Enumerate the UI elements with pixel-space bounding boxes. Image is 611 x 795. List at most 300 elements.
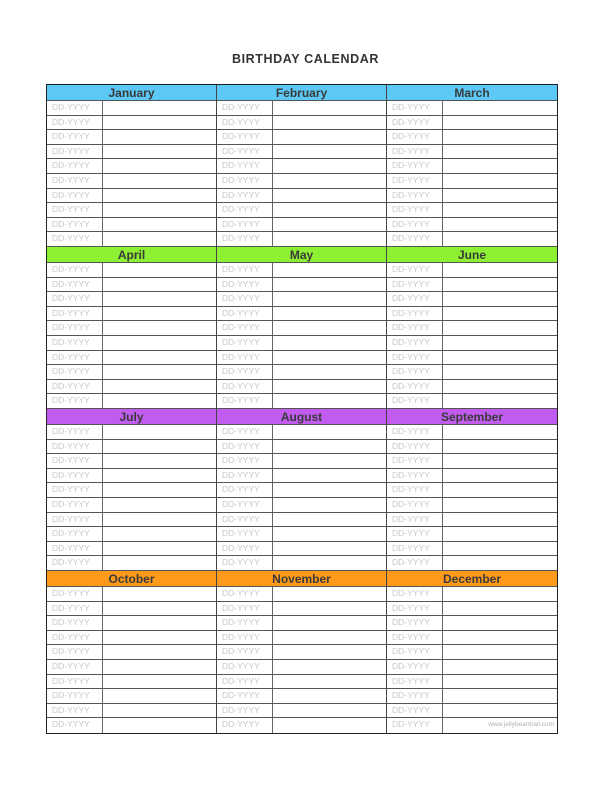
month-february [217,85,387,247]
name-field[interactable] [103,513,216,527]
date-field[interactable]: DD-YYYY [387,116,443,130]
name-field[interactable] [103,394,216,408]
birthday-entry-row [217,469,386,484]
birthday-entry-row [387,145,557,160]
date-field[interactable]: DD-YYYY [47,218,103,232]
name-field[interactable] [273,336,386,350]
name-field[interactable] [273,116,386,130]
name-field[interactable] [103,321,216,335]
birthday-entry-row [387,203,557,218]
date-field[interactable]: DD-YYYY [217,263,273,277]
month-may [217,247,387,409]
name-field[interactable] [273,631,386,645]
name-field[interactable] [103,645,216,659]
name-field[interactable] [443,631,557,645]
date-field[interactable]: DD-YYYY [217,704,273,718]
name-field[interactable] [273,307,386,321]
name-field[interactable] [443,159,557,173]
name-field[interactable] [103,660,216,674]
date-field[interactable]: DD-YYYY [217,718,273,733]
birthday-entry-row [47,542,216,557]
name-field[interactable] [273,704,386,718]
birthday-entry-row [217,307,386,322]
name-field[interactable] [443,542,557,556]
name-field[interactable] [103,587,216,601]
date-field[interactable]: DD-YYYY [47,278,103,292]
month-header: April [47,247,216,263]
date-field[interactable]: DD-YYYY [47,498,103,512]
birthday-entry-row [217,145,386,160]
date-field[interactable]: DD-YYYY [217,483,273,497]
date-field[interactable]: DD-YYYY [217,351,273,365]
birthday-entry-row [217,483,386,498]
name-field[interactable] [273,660,386,674]
page-title: BIRTHDAY CALENDAR [231,52,380,66]
name-field[interactable] [103,159,216,173]
birthday-entry-row [387,645,557,660]
name-field[interactable] [103,278,216,292]
date-field[interactable]: DD-YYYY [47,660,103,674]
birthday-entry-row [47,189,216,204]
date-field[interactable]: DD-YYYY [387,263,443,277]
month-january [47,85,217,247]
date-field[interactable]: DD-YYYY [387,174,443,188]
date-field[interactable]: DD-YYYY [387,101,443,115]
birthday-entry-row [387,483,557,498]
date-field[interactable]: DD-YYYY [47,130,103,144]
date-field[interactable]: DD-YYYY [217,556,273,570]
birthday-entry-row [47,307,216,322]
name-field[interactable] [443,380,557,394]
birthday-entry-row [217,394,386,409]
birthday-entry-row [47,660,216,675]
birthday-entry-row [47,101,216,116]
name-field[interactable] [103,380,216,394]
date-field[interactable]: DD-YYYY [387,145,443,159]
birthday-entry-row [387,263,557,278]
date-field[interactable]: DD-YYYY [217,616,273,630]
date-field[interactable]: DD-YYYY [387,631,443,645]
name-field[interactable] [273,394,386,408]
name-field[interactable] [273,130,386,144]
birthday-entry-row [217,645,386,660]
name-field[interactable] [443,616,557,630]
date-field[interactable]: DD-YYYY [217,440,273,454]
date-field[interactable]: DD-YYYY [47,704,103,718]
date-field[interactable]: DD-YYYY [47,513,103,527]
date-field[interactable]: DD-YYYY [387,660,443,674]
name-field[interactable] [443,365,557,379]
name-field[interactable] [273,469,386,483]
date-field[interactable]: DD-YYYY [217,130,273,144]
name-field[interactable] [273,321,386,335]
date-field[interactable]: DD-YYYY [217,631,273,645]
birthday-entry-row [47,704,216,719]
birthday-entry-row [387,278,557,293]
date-field[interactable]: DD-YYYY [47,454,103,468]
month-june [387,247,557,409]
date-field[interactable]: DD-YYYY [387,278,443,292]
birthday-entry-row [387,587,557,602]
name-field[interactable] [273,278,386,292]
date-field[interactable]: DD-YYYY [387,587,443,601]
name-field[interactable] [273,616,386,630]
date-field[interactable]: DD-YYYY [217,307,273,321]
date-field[interactable]: DD-YYYY [387,556,443,570]
date-field[interactable]: DD-YYYY [387,365,443,379]
name-field[interactable] [443,483,557,497]
date-field[interactable]: DD-YYYY [217,365,273,379]
date-field[interactable]: DD-YYYY [47,675,103,689]
birthday-entry-row [217,101,386,116]
birthday-entry-row [47,440,216,455]
name-field[interactable] [273,365,386,379]
name-field[interactable] [443,660,557,674]
name-field[interactable] [273,602,386,616]
name-field[interactable] [103,454,216,468]
birthday-entry-row [47,263,216,278]
name-field[interactable] [103,365,216,379]
name-field[interactable] [443,336,557,350]
date-field[interactable]: DD-YYYY [217,469,273,483]
date-field[interactable]: DD-YYYY [217,292,273,306]
date-field[interactable]: DD-YYYY [387,203,443,217]
date-field[interactable]: DD-YYYY [217,321,273,335]
name-field[interactable] [443,498,557,512]
date-field[interactable]: DD-YYYY [387,380,443,394]
name-field[interactable] [273,159,386,173]
name-field[interactable] [103,189,216,203]
date-field[interactable]: DD-YYYY [387,159,443,173]
date-field[interactable]: DD-YYYY [47,351,103,365]
date-field[interactable]: DD-YYYY [47,587,103,601]
date-field[interactable]: DD-YYYY [217,675,273,689]
date-field[interactable]: DD-YYYY [387,307,443,321]
name-field[interactable] [273,527,386,541]
name-field[interactable] [103,174,216,188]
date-field[interactable]: DD-YYYY [387,616,443,630]
name-field[interactable] [273,145,386,159]
birthday-entry-row [387,454,557,469]
date-field[interactable]: DD-YYYY [217,660,273,674]
name-field[interactable] [443,292,557,306]
date-field[interactable]: DD-YYYY [217,454,273,468]
date-field[interactable]: DD-YYYY [217,116,273,130]
date-field[interactable]: DD-YYYY [387,394,443,408]
date-field[interactable]: DD-YYYY [47,631,103,645]
name-field[interactable] [443,130,557,144]
date-field[interactable]: DD-YYYY [217,174,273,188]
name-field[interactable] [443,425,557,439]
date-field[interactable]: DD-YYYY [47,483,103,497]
name-field[interactable] [273,645,386,659]
name-field[interactable] [103,101,216,115]
date-field[interactable]: DD-YYYY [217,425,273,439]
birthday-entry-row [217,602,386,617]
date-field[interactable]: DD-YYYY [387,440,443,454]
date-field[interactable]: DD-YYYY [47,145,103,159]
birthday-entry-row [47,513,216,528]
name-field[interactable] [103,675,216,689]
date-field[interactable]: DD-YYYY [387,351,443,365]
date-field[interactable]: DD-YYYY [217,527,273,541]
date-field[interactable]: DD-YYYY [387,292,443,306]
name-field[interactable] [443,513,557,527]
name-field[interactable] [103,307,216,321]
name-field[interactable] [273,483,386,497]
name-field[interactable] [273,542,386,556]
birthday-entry-row [217,232,386,247]
date-field[interactable]: DD-YYYY [47,174,103,188]
name-field[interactable] [273,292,386,306]
month-header: May [217,247,386,263]
name-field[interactable] [443,307,557,321]
date-field[interactable]: DD-YYYY [387,218,443,232]
date-field[interactable]: DD-YYYY [217,513,273,527]
name-field[interactable] [443,278,557,292]
date-field[interactable]: DD-YYYY [47,189,103,203]
date-field[interactable]: DD-YYYY [217,189,273,203]
date-field[interactable]: DD-YYYY [387,336,443,350]
date-field[interactable]: DD-YYYY [217,203,273,217]
date-field[interactable]: DD-YYYY [387,542,443,556]
birthday-entry-row [387,321,557,336]
date-field[interactable]: DD-YYYY [387,602,443,616]
date-field[interactable]: DD-YYYY [387,704,443,718]
birthday-entry-row [387,189,557,204]
month-header: March [387,85,557,101]
month-december [387,571,557,733]
name-field[interactable] [443,101,557,115]
name-field[interactable] [273,556,386,570]
date-field[interactable]: DD-YYYY [47,116,103,130]
name-field[interactable] [103,425,216,439]
birthday-entry-row [47,321,216,336]
date-field[interactable]: DD-YYYY [47,527,103,541]
date-field[interactable]: DD-YYYY [47,380,103,394]
name-field[interactable] [443,232,557,246]
date-field[interactable]: DD-YYYY [47,307,103,321]
date-field[interactable]: DD-YYYY [47,542,103,556]
name-field[interactable] [103,542,216,556]
date-field[interactable]: DD-YYYY [47,263,103,277]
name-field[interactable] [443,454,557,468]
date-field[interactable]: DD-YYYY [47,718,103,733]
month-header: December [387,571,557,587]
name-field[interactable] [103,631,216,645]
date-field[interactable]: DD-YYYY [47,292,103,306]
date-field[interactable]: DD-YYYY [47,394,103,408]
date-field[interactable]: DD-YYYY [217,602,273,616]
date-field[interactable]: DD-YYYY [387,718,443,733]
name-field[interactable] [273,174,386,188]
name-field[interactable] [103,616,216,630]
name-field[interactable] [103,689,216,703]
name-field[interactable] [443,556,557,570]
name-field[interactable] [443,394,557,408]
date-field[interactable]: DD-YYYY [387,483,443,497]
name-field[interactable] [273,263,386,277]
name-field[interactable] [273,440,386,454]
name-field[interactable] [103,469,216,483]
name-field[interactable] [103,116,216,130]
birthday-entry-row [387,469,557,484]
name-field[interactable] [103,602,216,616]
birthday-entry-row [217,321,386,336]
name-field[interactable] [273,380,386,394]
date-field[interactable]: DD-YYYY [47,440,103,454]
name-field[interactable] [103,556,216,570]
date-field[interactable]: DD-YYYY [387,425,443,439]
name-field[interactable] [443,689,557,703]
name-field[interactable] [443,116,557,130]
date-field[interactable]: DD-YYYY [387,130,443,144]
name-field[interactable] [273,498,386,512]
birthday-entry-row [387,440,557,455]
name-field[interactable] [273,101,386,115]
date-field[interactable]: DD-YYYY [387,321,443,335]
birthday-entry-row [387,232,557,247]
date-field[interactable]: DD-YYYY [217,145,273,159]
name-field[interactable] [103,498,216,512]
date-field[interactable]: DD-YYYY [387,513,443,527]
name-field[interactable] [443,218,557,232]
birthday-entry-row [47,394,216,409]
date-field[interactable]: DD-YYYY [47,321,103,335]
name-field[interactable] [443,189,557,203]
name-field[interactable] [443,263,557,277]
birthday-entry-row [47,675,216,690]
name-field[interactable] [443,440,557,454]
date-field[interactable]: DD-YYYY [217,278,273,292]
name-field[interactable] [273,425,386,439]
birthday-entry-row [217,689,386,704]
date-field[interactable]: DD-YYYY [47,602,103,616]
date-field[interactable]: DD-YYYY [217,336,273,350]
date-field[interactable]: DD-YYYY [217,394,273,408]
date-field[interactable]: DD-YYYY [387,454,443,468]
birthday-entry-row [217,336,386,351]
name-field[interactable] [273,218,386,232]
birthday-entry-row [217,675,386,690]
date-field[interactable]: DD-YYYY [47,336,103,350]
name-field[interactable] [273,203,386,217]
name-field[interactable] [443,469,557,483]
month-header: November [217,571,386,587]
date-field[interactable]: DD-YYYY [217,689,273,703]
date-field[interactable]: DD-YYYY [47,645,103,659]
name-field[interactable] [443,203,557,217]
date-field[interactable]: DD-YYYY [47,101,103,115]
birthday-entry-row [387,631,557,646]
date-field[interactable]: DD-YYYY [217,218,273,232]
name-field[interactable] [443,645,557,659]
name-field[interactable] [103,483,216,497]
date-field[interactable]: DD-YYYY [217,542,273,556]
date-field[interactable]: DD-YYYY [387,527,443,541]
date-field[interactable]: DD-YYYY [47,469,103,483]
name-field[interactable] [443,351,557,365]
date-field[interactable]: DD-YYYY [47,556,103,570]
name-field[interactable] [103,718,216,733]
birthday-entry-row [47,145,216,160]
name-field[interactable] [273,513,386,527]
date-field[interactable]: DD-YYYY [217,232,273,246]
name-field[interactable] [103,336,216,350]
date-field[interactable]: DD-YYYY [217,380,273,394]
date-field[interactable]: DD-YYYY [47,689,103,703]
name-field[interactable] [443,704,557,718]
date-field[interactable]: DD-YYYY [47,232,103,246]
birthday-entry-row [47,232,216,247]
birthday-entry-row [47,602,216,617]
name-field[interactable] [273,689,386,703]
name-field[interactable] [443,675,557,689]
name-field[interactable] [103,130,216,144]
date-field[interactable]: DD-YYYY [217,159,273,173]
birthday-entry-row [387,159,557,174]
date-field[interactable]: DD-YYYY [387,498,443,512]
name-field[interactable] [273,718,386,733]
name-field[interactable] [443,587,557,601]
birthday-entry-row [217,527,386,542]
date-field[interactable]: DD-YYYY [47,425,103,439]
date-field[interactable]: DD-YYYY [47,203,103,217]
name-field[interactable] [273,351,386,365]
birthday-entry-row [47,203,216,218]
date-field[interactable]: DD-YYYY [47,159,103,173]
date-field[interactable]: DD-YYYY [217,498,273,512]
birthday-entry-row [47,218,216,233]
birthday-entry-row [47,292,216,307]
name-field[interactable] [103,292,216,306]
date-field[interactable]: DD-YYYY [387,469,443,483]
date-field[interactable]: DD-YYYY [217,101,273,115]
date-field[interactable]: DD-YYYY [47,365,103,379]
name-field[interactable] [443,174,557,188]
birthday-entry-row [47,556,216,571]
month-header: September [387,409,557,425]
date-field[interactable]: DD-YYYY [217,645,273,659]
name-field[interactable] [443,527,557,541]
name-field[interactable] [443,145,557,159]
name-field[interactable] [443,602,557,616]
date-field[interactable]: DD-YYYY [47,616,103,630]
name-field[interactable] [103,351,216,365]
date-field[interactable]: DD-YYYY [387,189,443,203]
name-field[interactable] [273,675,386,689]
date-field[interactable]: DD-YYYY [387,675,443,689]
name-field[interactable] [103,203,216,217]
date-field[interactable]: DD-YYYY [387,689,443,703]
name-field[interactable] [103,232,216,246]
name-field[interactable] [443,321,557,335]
name-field[interactable] [103,527,216,541]
birthday-entry-row [387,365,557,380]
name-field[interactable] [273,232,386,246]
name-field[interactable] [273,189,386,203]
name-field[interactable] [103,145,216,159]
date-field[interactable]: DD-YYYY [387,232,443,246]
name-field[interactable] [103,263,216,277]
name-field[interactable] [103,440,216,454]
date-field[interactable]: DD-YYYY [217,587,273,601]
date-field[interactable]: DD-YYYY [387,645,443,659]
name-field[interactable] [273,587,386,601]
name-field[interactable] [273,454,386,468]
name-field[interactable] [103,218,216,232]
name-field[interactable] [103,704,216,718]
